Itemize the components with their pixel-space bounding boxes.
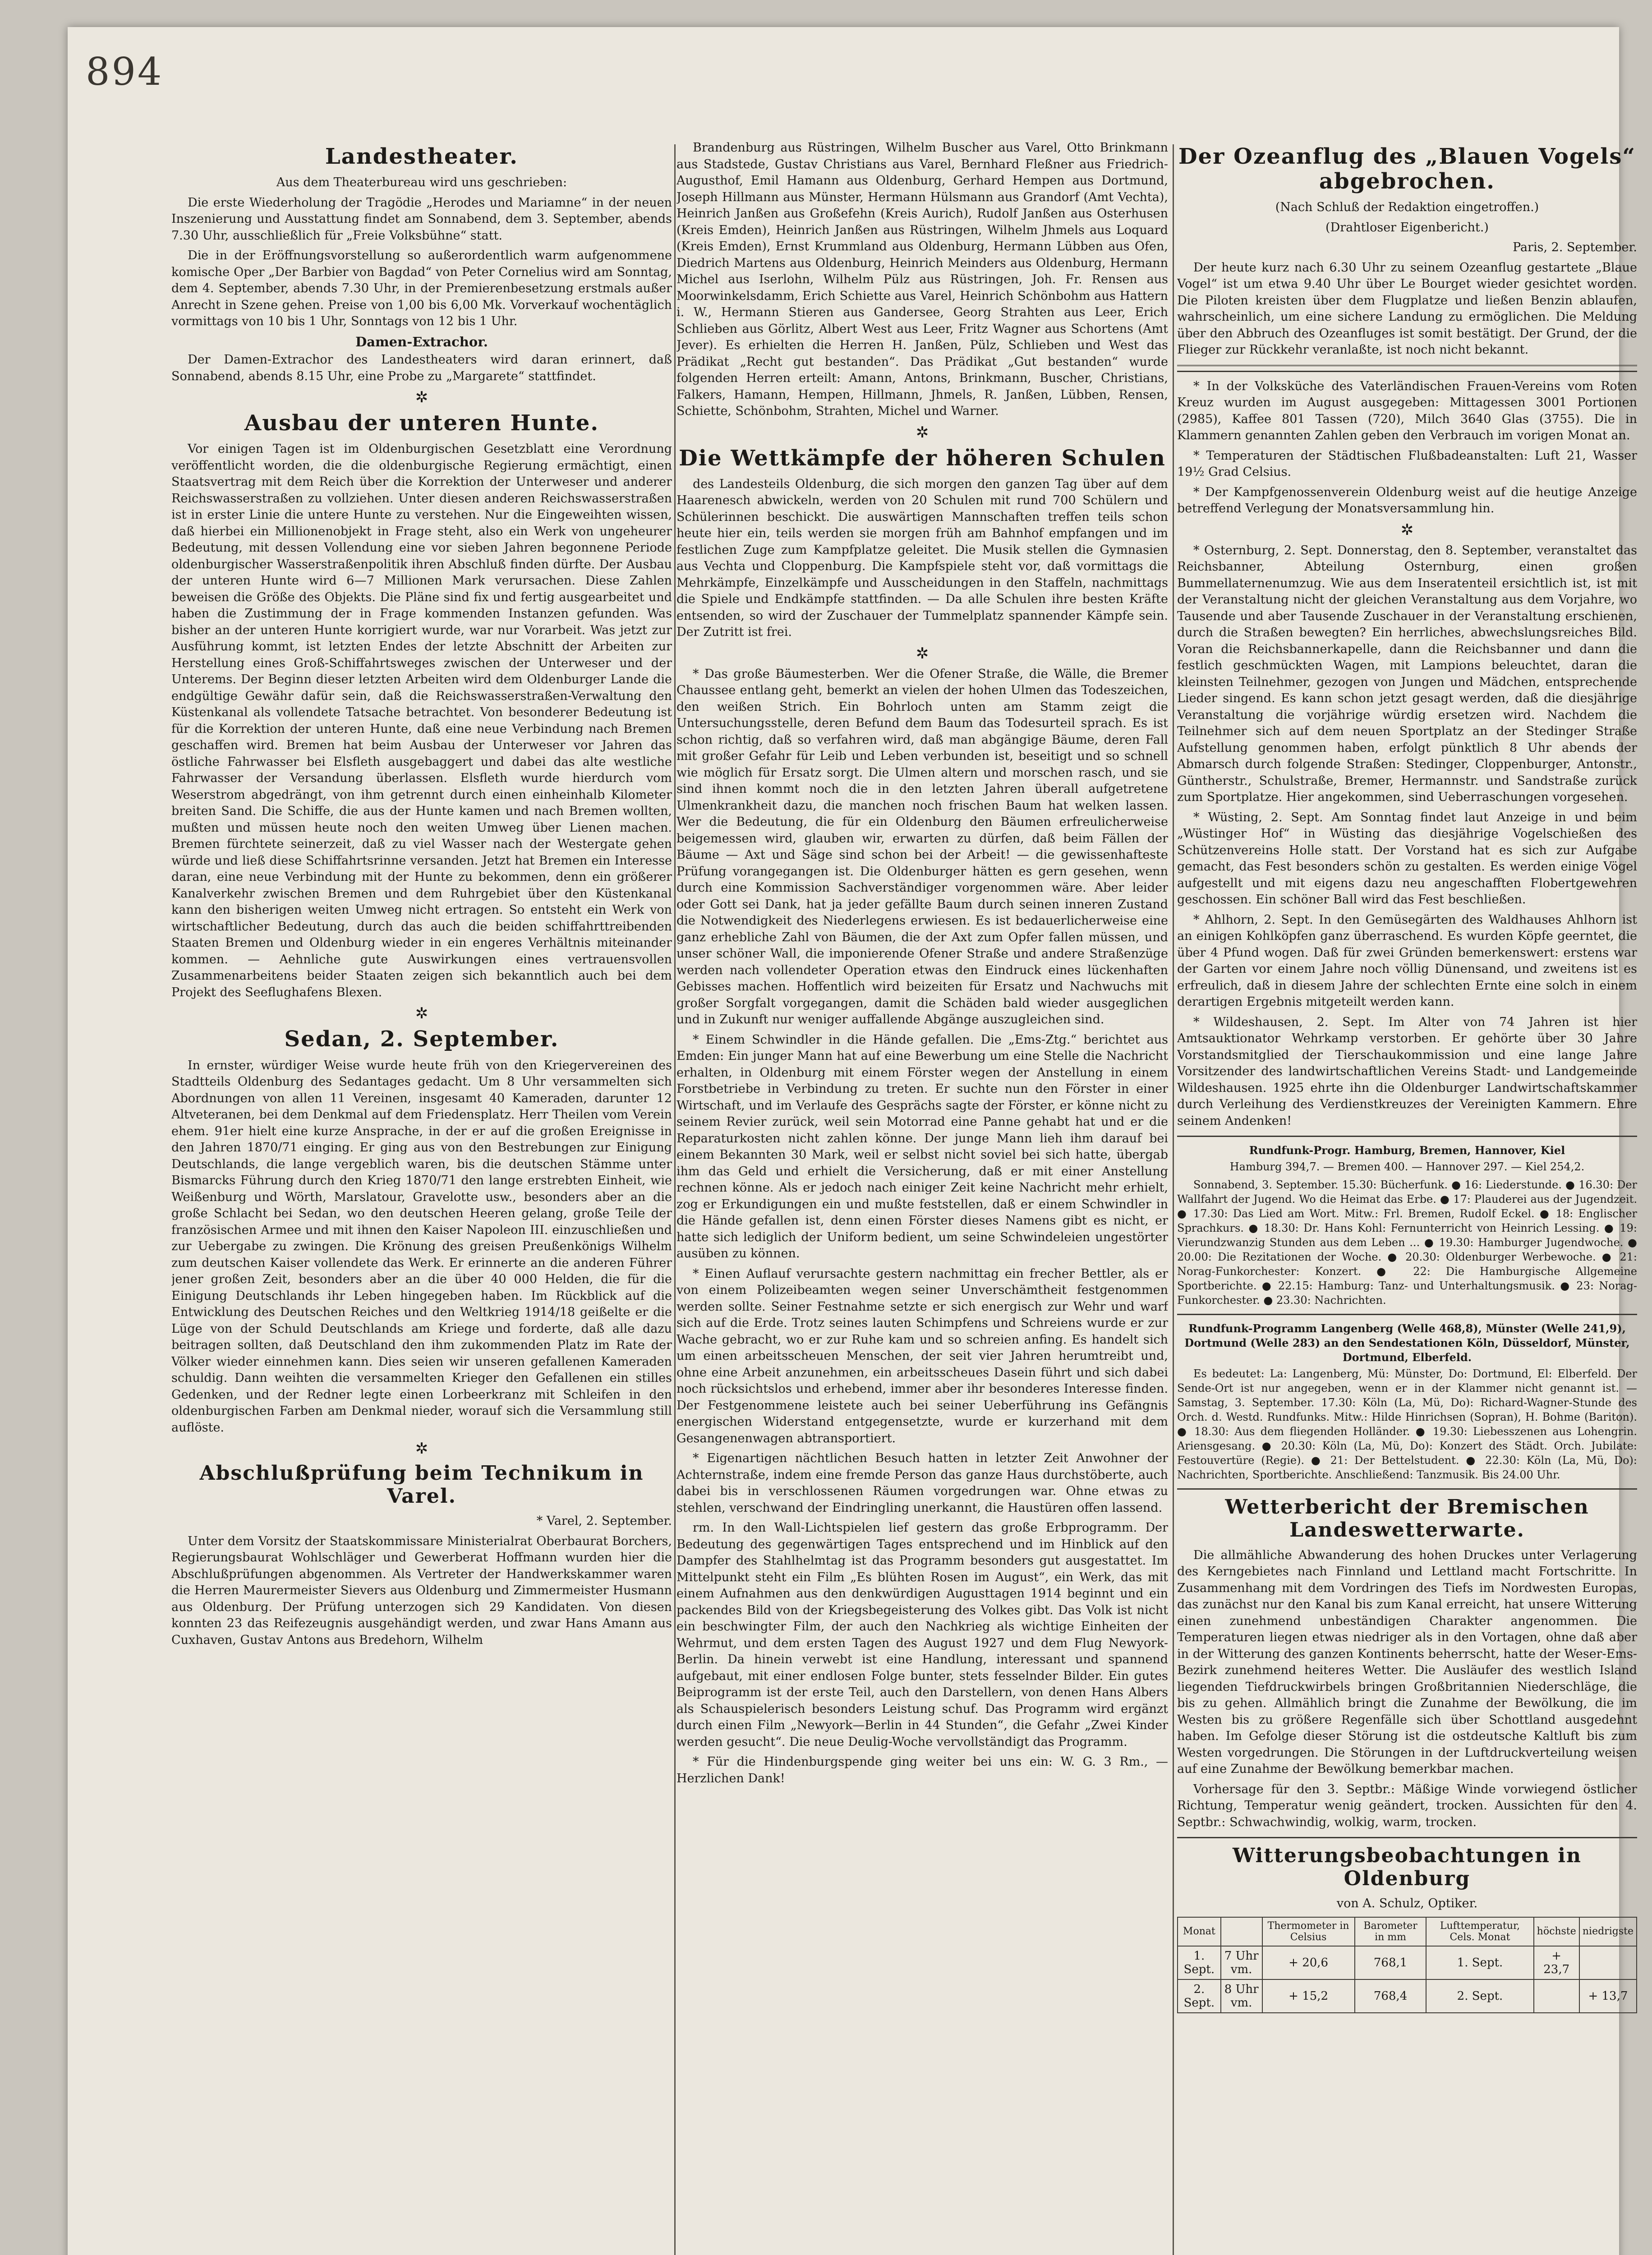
article-title: Sedan, 2. September. (284, 1026, 559, 1052)
radio-listing: Sonnabend, 3. September. 15.30: Bücherfunk. ● 16: Liederstunde. ● 16.30: Der Wallfahrt der Jugend. Wo die Heimat das Erbe. ● 17: Plauderei aus der Jugendzeit. ● 17.30: Das Lied am Wort. Mitw.: Frl. Bremen, Rudolf Eckel. ● 18: Englischer Sprachkurs. ● 18.30: Dr. Hans Kohl: Fernunterricht von Heinrich Lessing. ● 19: Vierundzwanzig Stunden aus dem Leben ... ● 19.30: Hamburger Jugendwoche. ● 20.00: Die Rezitationen der Woche. ● 20.30: Oldenburger Werbewoche. ● 21: Norag-Funkorchester: Konzert. ● 22: Die Hamburgische Allgemeine Sportberichte. ● 22.15: Hamburg: Tanz- und Unterhaltungsmusik. ● 23: Norag-Funkorchester. ● 23.30: Nachrichten. (1177, 1178, 1637, 1307)
table-cell: 1. Sept. (1178, 1946, 1221, 1979)
subheading: (Drahtloser Eigenbericht.) (1325, 220, 1489, 235)
column-2 (676, 140, 1168, 2255)
divider (1177, 365, 1637, 372)
paragraph: des Landesteils Oldenburg, die sich morgen den ganzen Tag über auf dem Haarenesch abwickeln, werden von 20 Schulen mit rund 700 Schülern und Schülerinnen beschickt. Die auswärtigen Mannschaften treffen teils schon heute hier ein, teils werden sie morgen früh am Bahnhof empfangen und im festlichen Zuge zum Kampfplatze geleitet. Die Musik stellen die Gymnasien aus Vechta und Cloppenburg. Die Kampfspiele steht vor, daß vormittags die Mehrkämpfe, Einzelkämpfe und Ausscheidungen in den Staffeln, nachmittags die Spiele und Endkämpfe stattfinden. — Da alle Schulen ihre besten Kräfte entsenden, so wird der Zuschauer der Tummelplatz spannender Kämpfe sein. Der Zutritt ist frei. (676, 477, 1168, 640)
paragraph: Die allmähliche Abwanderung des hohen Druckes unter Verlagerung des Kerngebietes nach Finnland und Lettland macht Fortschritte. In Zusammenhang mit dem Vordringen des Tiefs im Nordwesten Europas, das zunächst nur den Kanal bis zum Kanal erreicht, hat unsere Witterung einen zunehmend unbeständigen Charakter angenommen. Die Temperaturen liegen etwas niedriger als in den Vortagen, ohne daß aber in der Witterung des ganzen Kontinents beherrscht, hatte der Weser-Ems-Bezirk zunehmend heiteres Wetter. Die Ausläufer des westlich Island liegenden Tiefdruckwirbels bringen Großbritannien Niederschläge, die bis zu gehen. Allmählich bringt die Zunahme der Bewölkung, die im Westen bis zu größere Regenfälle sich über Schottland ausgedehnt haben. Im Gefolge dieser Störung ist die ostdeutsche Kaltluft bis zum Westen vorgedrungen. Die Störungen in der Luftdruckverteilung weisen auf eine Zunahme der Bewölkung bemerkbar machen. (1177, 1548, 1637, 1776)
paragraph: * Osternburg, 2. Sept. Donnerstag, den 8. September, veranstaltet das Reichsbanner, Abteilung Osternburg, einen großen Bummellaternenumzug. Wie aus dem Inseratenteil ersichtlich ist, ist mit der Veranstaltung nicht der gleichen Veranstaltung aus dem Vorjahre, wo Tausende und aber Tausende Zuschauer in der Veranstaltung erschienen, durch die Straßen bewegten? Ein herrliches, abwechslungsreiches Bild. Voran die Reichsbannerkapelle, dann die Reichsbanner und dann die festlich geschmückten Wagen, mit Lampions beleuchtet, daran die kleinsten Teilnehmer, gezogen von Jungen und Mädchen, entsprechende Lieder singend. Es kann schon jetzt gesagt werden, daß die diesjährige Veranstaltung die vorjährige würdig ersetzen wird. Nachdem die Teilnehmer sich auf dem neuen Sportplatz an der Stedinger Straße Aufstellung genommen haben, erfolgt pünktlich 8 Uhr abends der Abmarsch durch folgende Straßen: Stedinger, Cloppenburger, Antonstr., Güntherstr., Schulstraße, Bremer, Hermannstr. und Sandstraße zurück zum Sportplatze. Hier angekommen, sind Ueberraschungen vorgesehen. (1177, 543, 1637, 805)
table-cell: + 15,2 (1262, 1979, 1355, 2013)
asterism: ✲ (916, 644, 929, 663)
article-title: Wetterbericht der Bremischen Landeswetterwarte. (1225, 1496, 1589, 1542)
paragraph: * Wüsting, 2. Sept. Am Sonntag findet laut Anzeige in und beim „Wüstinger Hof“ in Wüsting das diesjährige Vogelschießen des Schützenvereins Holle statt. Der Vorstand hat es sich zur Aufgabe gemacht, das Fest besonders schön zu gestalten. Es werden einige Vögel aufgestellt und mit eigens dazu neu angeschafften Flobertgewehren geschossen. Ein schöner Ball wird das Fest beschließen. (1177, 810, 1637, 907)
column-3 (1177, 140, 1637, 2255)
divider (1177, 1314, 1637, 1315)
table-cell: 2. Sept. (1426, 1979, 1533, 2013)
paragraph: * Einen Auflauf verursachte gestern nachmittag ein frecher Bettler, als er von einem Polizeibeamten wegen seiner Unverschämtheit festgenommen werden sollte. Seiner Festnahme setzte er sich energisch zur Wehr und warf sich auf die Erde. Trotz seines lauten Schimpfens und Schreiens wurde er zur Wache gebracht, wo er zur Ruhe kam und so schreien anfing. Es handelt sich um einen arbeitsscheuen Menschen, der seit vier Jahren herumtreibt und, ohne eine Arbeit anzunehmen, ein arbeitsscheues Dasein führt und sich dabei noch rücksichtslos und erhebend, immer aber ihr besonderes Interesse finden. Der Festgenommene leistete auch bei seiner Ueberführung ins Gefängnis energischen Widerstand entgegensetzte, wurde er kurzerhand mit dem Gesangenenwagen abtransportiert. (676, 1266, 1168, 1445)
column-header (1221, 1917, 1262, 1946)
article-title: Landestheater. (325, 144, 518, 169)
radio-heading: Rundfunk-Programm Langenberg (Welle 468,8), Münster (Welle 241,9), Dortmund (Welle 283) an den Sendestationen Köln, Düsseldorf, Münster, Dortmund, Elberfeld. (1184, 1322, 1630, 1364)
table-cell: 7 Uhr vm. (1221, 1946, 1262, 1979)
paragraph: Der heute kurz nach 6.30 Uhr zu seinem Ozeanflug gestartete „Blaue Vogel“ ist um etwa 9.40 Uhr über Le Bourget wieder gesichtet worden. Die Piloten kreisten über dem Flugplatze und ließen Benzin ablaufen, wahrscheinlich, um eine sichere Landung zu ermöglichen. Die Meldung über den Abbruch des Ozeanfluges ist somit bestätigt. Der Grund, der die Flieger zur Rückkehr veranlaßte, ist noch nicht bekannt. (1177, 260, 1637, 357)
dateline: * Varel, 2. September. (536, 1514, 672, 1528)
paragraph: rm. In den Wall-Lichtspielen lief gestern das große Erbprogramm. Der Bedeutung des gegenwärtigen Tages entsprechend und im Hinblick auf den Dampfer des Stahlhelmtag ist das Programm besonders gut ausgestattet. Im Mittelpunkt steht ein Film „Es blühten Rosen im August“, ein Werk, das mit einem Aufnahmen aus den denkwürdigen Augusttagen 1914 beginnt und ein packendes Bild von der Kriegsbegeisterung des Volkes gibt. Das Volk ist nicht ein beschwingter Film, der auch den Nachkrieg als wichtige Einheiten der Wehrmut, und dem ersten Tagen des August 1927 und dem Flug Newyork-Berlin. Da hinein verwebt ist eine Handlung, interessant und spannend aufgebaut, mit einer endlosen Folge bunter, stets fesselnder Bilder. Ein gutes Beiprogramm ist der erste Teil, auch den Darstellern, von denen Hans Albers als Schauspielerisch besonders Leistung schuf. Das Programm wird ergänzt durch einen Film „Newyork—Berlin in 44 Stunden“, die Gefahr „Zwei Kinder werden gesucht“. Die neue Deulig-Woche vervollständigt das Programm. (676, 1521, 1168, 1749)
column-header: Barometer in mm (1355, 1917, 1427, 1946)
article-title: Ausbau der unteren Hunte. (244, 410, 599, 436)
divider (1177, 1837, 1637, 1838)
article-title: Witterungsbeobachtungen in Oldenburg (1233, 1844, 1582, 1890)
radio-program-langenberg (1177, 1321, 1637, 1482)
radio-program-hamburg (1177, 1143, 1637, 1307)
asterism: ✲ (916, 423, 929, 442)
column-1 (171, 140, 672, 2255)
byline: von A. Schulz, Optiker. (1336, 1896, 1478, 1911)
asterism: ✲ (415, 388, 428, 407)
column-header: Monat (1178, 1917, 1221, 1946)
column-header: niedrigste (1579, 1917, 1637, 1946)
paragraph: * Eigenartigen nächtlichen Besuch hatten in letzter Zeit Anwohner der Achternstraße, indem eine fremde Person das ganze Haus durchstöberte, auch dabei bis in verschlossenen Räumen vorgedrungen war. Ohne etwas zu stehlen, verschwand der Eindringling unerkannt, die Haustüren offen lassend. (676, 1451, 1168, 1515)
table-cell: 8 Uhr vm. (1221, 1979, 1262, 2013)
radio-heading: Rundfunk-Progr. Hamburg, Bremen, Hannover, Kiel (1249, 1144, 1565, 1157)
column-rule (674, 144, 676, 2255)
table-cell (1534, 1979, 1579, 2013)
paragraph: Die erste Wiederholung der Tragödie „Herodes und Mariamne“ in der neuen Inszenierung und Ausstattung findet am Sonnabend, dem 3. September, abends 7.30 Uhr, ausschließlich für „Freie Volksbühne“ statt. (171, 195, 672, 243)
divider (1177, 1488, 1637, 1490)
column-header: Thermometer in Celsius (1262, 1917, 1355, 1946)
paragraph: Vor einigen Tagen ist im Oldenburgischen Gesetzblatt eine Verordnung veröffentlicht worden, die die oldenburgische Regierung ermächtigt, einen Staatsvertrag mit dem Reich über die Korrektion der Unterweser und anderer Reichswasserstraßen zu vollziehen. Unter diesen anderen Reichswasserstraßen ist in erster Linie die untere Hunte zu verstehen. Nur die Eingeweihten wissen, daß hierbei ein Millionenobjekt in Frage steht, also ein Werk von ungeheurer Bedeutung, mit dessen Vollendung eine vor sieben Jahren begonnene Periode oldenburgischer Wasserstraßenpolitik ihren Abschluß finden dürfte. Der Ausbau der unteren Hunte wird 6—7 Millionen Mark verursachen. Diese Zahlen beweisen die Größe des Objekts. Die Pläne sind fix und fertig ausgearbeitet und haben die Zustimmung der in Frage kommenden Instanzen gefunden. Was bisher an der unteren Hunte korrigiert wurde, war nur Vorarbeit. Was jetzt zur Ausführung kommt, ist letzten Endes der letzte Abschnitt der Arbeiten zur Herstellung eines Groß-Schiffahrtsweges zwischen der Unterweser und der Unterems. Der Beginn dieser letzten Arbeiten wird dem Oldenburger Lande die endgültige Gewähr dafür sein, daß die Reichswasserstraßen-Verwaltung den Küstenkanal als vollendete Tatsache betrachtet. Von besonderer Bedeutung ist für die Korrektion der unteren Hunte, daß eine neue Verbindung nach Bremen geschaffen wird. Bremen hat beim Ausbau der Unterweser vor Jahren das östliche Fahrwasser bei Elsfleth ausgebaggert und dabei das alte westliche Fahrwasser der Versandung überlassen. Elsfleth wurde hierdurch vom Weserstrom abgedrängt, von ihm getrennt durch einen einheinhalb Kilometer breiten Sand. Die Schiffe, die aus der Hunte kamen und nach Bremen wollten, mußten und müssen heute noch den weiten Umweg über Lienen machen. Bremen fürchtete seinerzeit, daß zu viel Wasser nach der Westergate gehen würde und ließ diese Schiffahrtsrinne versanden. Jetzt hat Bremen ein Interesse daran, eine neue Verbindung mit der Hunte zu bekommen, denn ein größerer Kanalverkehr zwischen Bremen und dem Ruhrgebiet über den Küstenkanal kann den bisherigen weiten Umweg nicht ertragen. So entsteht ein Werk von wirtschaftlicher Bedeutung, durch das auch die beiden schiffahrttreibenden Staaten Bremen und Oldenburg wieder in ein engeres Verhältnis miteinander kommen. — Aehnliche gute Auswirkungen eines vertrauensvollen Zusammenarbeitens beider Staaten zeigen sich bekanntlich auch bei dem Projekt des Seeflughafens Blexen. (171, 442, 672, 999)
table-cell: + 13,7 (1579, 1979, 1637, 2013)
table-cell: 1. Sept. (1426, 1946, 1533, 1979)
paragraph: Aus dem Theaterbureau wird uns geschrieben: (276, 175, 567, 190)
paragraph: * Wildeshausen, 2. Sept. Im Alter von 74 Jahren ist hier Amtsauktionator Wehrkamp verstorben. Er gehörte über 30 Jahre Vorstandsmitglied der Tierschaukommission und eine lange Jahre Vorsitzender des landwirtschaftlichen Vereins Stadt- und Landgemeinde Wildeshausen. 1925 ehrte ihn die Oldenburger Landwirtschaftskammer durch Verleihung des Verdienstkreuzes der Vereinigten Kammern. Ehre seinem Andenken! (1177, 1015, 1637, 1128)
dateline: Paris, 2. September. (1513, 240, 1637, 255)
paragraph: In ernster, würdiger Weise wurde heute früh von den Kriegervereinen des Stadtteils Oldenburg des Sedantages gedacht. Um 8 Uhr versammelten sich Abordnungen von allen 11 Vereinen, insgesamt 40 Kameraden, darunter 12 Altveteranen, bei dem Denkmal auf dem Friedensplatz. Herr Theilen vom Verein ehem. 91er hielt eine kurze Ansprache, in der er auf die großen Ereignisse in den Jahren 1870/71 einging. Er ging aus von den Bestrebungen zur Einigung Deutschlands, die lange vergeblich waren, bis die deutschen Stämme unter Bismarcks Führung durch den Krieg 1870/71 den lange erstrebten Einheit, wie Weißenburg und Wörth, Marslatour, Gravelotte usw., besonders aber an die große Schlacht bei Sedan, wo den deutschen Heeren gelang, große Teile der französischen Armee und mit ihnen den Kaiser Napoleon III. einzuschließen und zur Uebergabe zu zwingen. Die Krönung des greisen Preußenkönigs Wilhelm zum deutschen Kaiser vollendete das Werk. Er erinnerte an die anderen Führer jener großen Zeit, besonders aber an die über 40 000 Helden, die für die Einigung Deutschlands ihr Leben hingegeben haben. Im Rückblick auf die Entwicklung des Deutschen Reiches und den Weltkrieg 1914/18 geißelte er die Lüge von der Schuld Deutschlands am Kriege und forderte, daß alle dazu beitragen sollten, daß Deutschland den ihm zukommenden Platz im Rate der Völker wieder einnehmen kann. Dies seien wir unseren gefallenen Kameraden schuldig. Dann weihten die versammelten Krieger den Gefallenen ein stilles Gedenken, und der Redner legte einen Lorbeerkranz mit Schleifen in den oldenburgischen Farben am Denkmal nieder, worauf sich die Versammlung still auflöste. (171, 1058, 672, 1435)
article-title: Der Ozeanflug des „Blauen Vogels“ abgebrochen. (1178, 144, 1636, 194)
asterism: ✲ (415, 1440, 428, 1458)
page-number: 894 (86, 50, 164, 94)
paragraph: * Das große Bäumesterben. Wer die Ofener Straße, die Wälle, die Bremer Chaussee entlang geht, bemerkt an vielen der hohen Ulmen das Todeszeichen, den weißen Strich. Ein Bohrloch unten am Stamm zeigt die Untersuchungsstelle, deren Befund dem Baum das Todesurteil sprach. Es ist schon richtig, daß so verfahren wird, daß man abgängige Bäume, deren Fall mit großer Gefahr für Leib und Leben verbunden ist, beseitigt und so schnell wie möglich für Ersatz sorgt. Die Ulmen altern und morschen rasch, und sie sind ihnen kommt noch die in den letzten Jahren überall aufgetretene Ulmenkrankheit dazu, die manchen noch frischen Baum hat welken lassen. Wer die Bedeutung, die für ein Oldenburg den Bäumen erfreulicherweise beigemessen wird, glauben wir, erwarten zu dürfen, daß beim Fällen der Bäume — Axt und Säge sind schon bei der Arbeit! — die gewissenhafteste Prüfung vorangegangen ist. Die Oldenburger hätten es gern gesehen, wenn durch eine Kommission Sachverständiger vorgenommen wäre. Aber leider oder Gott sei Dank, hat ja jeder gefällte Baum durch seinen inneren Zustand die Notwendigkeit des Niederlegens erwiesen. Es ist bedauerlicherweise eine ganz erhebliche Zahl von Bäumen, die der Axt zum Opfer fallen müssen, und unser schöner Wall, die imponierende Ofener Straße und andere Straßenzüge werden nach vollendeter Operation etwas den Eindruck eines lückenhaften Gebisses machen. Hoffentlich wird beizeiten für Ersatz und Nachwuchs mit großer Sorgfalt vorgegangen, damit die Schäden bald wieder ausgeglichen und in Zukunft nur weniger auffallende Abgänge auszugleichen sind. (676, 667, 1168, 1027)
subheading: Damen-Extrachor. (355, 334, 488, 350)
article-title: Abschlußprüfung beim Technikum in Varel. (199, 1462, 644, 1508)
paragraph: Brandenburg aus Rüstringen, Wilhelm Buscher aus Varel, Otto Brinkmann aus Stadstede, Gustav Christians aus Varel, Bernhard Fleßner aus Friedrich-Augusthof, Emil Hamann aus Oldenburg, Gerhard Hempen aus Dortmund, Joseph Hillmann aus Münster, Hermann Hülsmann aus Grandorf (Amt Vechta), Heinrich Janßen aus Großefehn (Kreis Aurich), Rudolf Janßen aus Osterhusen (Kreis Emden), Heinrich Janßen aus Rüstringen, Wilhelm Jhmels aus Loquard (Kreis Emden), Ernst Krummland aus Oldenburg, Hermann Lübben aus Ofen, Diedrich Martens aus Oldenburg, Heinrich Meinders aus Oldenburg, Hermann Michel aus Iserlohn, Wilhelm Pülz aus Rüstringen, Joh. Fr. Rensen aus Moorwinkelsdamm, Erich Schiette aus Varel, Heinrich Schönbohm aus Hattern i. W., Hermann Stieren aus Gandersee, Georg Strahten aus Leer, Erich Schlieben aus Görlitz, Albert West aus Leer, Fritz Wagner aus Schortens (Amt Jever). Es erhielten die Herren H. Janßen, Pülz, Schlieben und West das Prädikat „Recht gut bestanden“. Das Prädikat „Gut bestanden“ wurde folgenden Herren erteilt: Amann, Antons, Brinkmann, Buscher, Christians, Falkers, Hamann, Hempen, Hillmann, Jhmels, R. Janßen, Lübben, Rensen, Schiette, Schönbohm, Strahten, Michel und Warner. (676, 141, 1168, 418)
paragraph: * Für die Hindenburgspende ging weiter bei uns ein: W. G. 3 Rm., —Herzlichen Dank! (676, 1755, 1168, 1786)
table-cell: 2. Sept. (1178, 1979, 1221, 2013)
column-rule (1173, 144, 1174, 2255)
paragraph: * Einem Schwindler in die Hände gefallen. Die „Ems-Ztg.“ berichtet aus Emden: Ein junger Mann hat auf eine Bewerbung um eine Stelle die Nachricht erhalten, in Oldenburg mit einem Förster wegen der Anstellung in einem Forstbetriebe in Verbindung zu treten. Er suchte nun den Förster in einer Wirtschaft, und im Verlaufe des Gesprächs sagte der Förster, er könne nicht zu seinem Revier zurück, weil sein Motorrad eine Panne gehabt hat und er die Reparaturkosten nicht zahlen könne. Der junge Mann lieh ihm darauf bei einem Bekannten 30 Mark, weil er selbst nicht soviel bei sich hatte, übergab ihm das Geld und erhielt die Versicherung, daß er mit einer Anstellung rechnen könne. Als er jedoch nach einiger Zeit keine Nachricht mehr erhielt, zog er Erkundigungen ein und mußte feststellen, daß er einem Schwindler in die Hände gefallen ist, denn einen Förster dieses Namens gibt es nicht, er hatte sich lediglich der Uniform bedient, um seine Schwindeleien ungestörter ausüben zu können. (676, 1032, 1168, 1261)
paragraph: * Temperaturen der Städtischen Flußbadeanstalten: Luft 21, Wasser 19½ Grad Celsius. (1177, 448, 1637, 479)
table-cell (1579, 1946, 1637, 1979)
asterism: ✲ (1400, 520, 1414, 539)
radio-frequencies: Hamburg 394,7. — Bremen 400. — Hannover 297. — Kiel 254,2. (1229, 1160, 1585, 1174)
article-title: Die Wettkämpfe der höheren Schulen (679, 445, 1166, 471)
paragraph: Unter dem Vorsitz der Staatskommissare Ministerialrat Oberbaurat Borchers, Regierungsbaurat Wohlschläger und Gewerberat Hoffmann wurden hier die Abschlußprüfungen abgenommen. Als Vertreter der Handwerkskammer waren die Herren Maurermeister Sievers aus Oldenburg und Zimmermeister Husmann aus Oldenburg. Der Prüfung unterzogen sich 29 Kandidaten. Von diesen konnten 23 das Reifezeugnis ausgehändigt werden, und zwar Hans Amann aus Cuxhaven, Gustav Antons aus Bredehorn, Wilhelm (171, 1534, 672, 1647)
column-header: höchste (1534, 1917, 1579, 1946)
paragraph: * Der Kampfgenossenverein Oldenburg weist auf die heutige Anzeige betreffend Verlegung der Monatsversammlung hin. (1177, 485, 1637, 516)
newspaper-page (68, 27, 1637, 2255)
paragraph: * Ahlhorn, 2. Sept. In den Gemüsegärten des Waldhauses Ahlhorn ist an einigen Kohlköpfen ganz überraschend. Es wurden Köpfe geerntet, die über 4 Pfund wogen. Daß für zwei Gründen bemerkenswert: erstens war der Garten vor einem Jahre noch völlig Dünensand, und zweitens ist es erfreulich, daß in diesem Jahre der schlechten Ernte eine solch in einem derartigen Ergebnis mitgeteilt werden kann. (1177, 912, 1637, 1009)
paragraph: * In der Volksküche des Vaterländischen Frauen-Vereins vom Roten Kreuz wurden im August ausgegeben: Mittagessen 3001 Portionen (2985), Kaffee 801 Tassen (720), Milch 3640 Glas (3755). Die in Klammern genannten Zahlen geben den Verbrauch im vorigen Monat an. (1177, 379, 1637, 443)
subheading: (Nach Schluß der Redaktion eingetroffen.) (1275, 200, 1539, 215)
table-cell: 768,1 (1355, 1946, 1427, 1979)
table-row (1178, 1946, 1637, 1979)
radio-listing: Es bedeutet: La: Langenberg, Mü: Münster, Do: Dortmund, El: Elberfeld. Der Sende-Ort ist nur angegeben, wenn er in der Klammer nicht genannt ist. — Samstag, 3. September. 17.30: Köln (La, Mü, Do): Richard-Wagner-Stunde des Orch. d. Westd. Rundfunks. Mitw.: Hilde Hinrichsen (Sopran), H. Bohme (Bariton). ● 18.30: Aus dem fliegenden Holländer. ● 19.30: Liebesszenen aus Lohengrin. Ariensgesang. ● 20.30: Köln (La, Mü, Do): Konzert des Städt. Orch. Jubilate: Festouvertüre (Regie). ● 21: Der Bettelstudent. ● 22.30: Köln (La, Mü, Do): Nachrichten, Sportberichte. Anschließend: Tanzmusik. Bis 24.00 Uhr. (1177, 1367, 1637, 1482)
paragraph: Die in der Eröffnungsvorstellung so außerordentlich warm aufgenommene komische Oper „Der Barbier von Bagdad“ von Peter Cornelius wird am Sonntag, dem 4. September, abends 7.30 Uhr, in der Premierenbesetzung erstmals außer Anrecht in Szene gehen. Preise von 1,00 bis 6,00 Mk. Vorverkauf wochentäglich vormittags von 10 bis 1 Uhr, Sonntags von 12 bis 1 Uhr. (171, 249, 672, 329)
table-header-row (1178, 1917, 1637, 1946)
paragraph: Der Damen-Extrachor des Landestheaters wird daran erinnert, daß Sonnabend, abends 8.15 Uhr, eine Probe zu „Margarete“ stattfindet. (171, 353, 672, 383)
paragraph: Vorhersage für den 3. Septbr.: Mäßige Winde vorwiegend östlicher Richtung, Temperatur wenig geändert, trocken. Aussichten für den 4. Septbr.: Schwachwindig, wolkig, warm, trocken. (1177, 1782, 1637, 1829)
weather-observations-table (1177, 1917, 1637, 2013)
asterism: ✲ (415, 1004, 428, 1023)
column-header: Lufttemperatur, Cels. Monat (1426, 1917, 1533, 1946)
table-cell: 768,4 (1355, 1979, 1427, 2013)
divider (1177, 1136, 1637, 1137)
table-cell: + 20,6 (1262, 1946, 1355, 1979)
table-cell: + 23,7 (1534, 1946, 1579, 1979)
table-row (1178, 1979, 1637, 2013)
